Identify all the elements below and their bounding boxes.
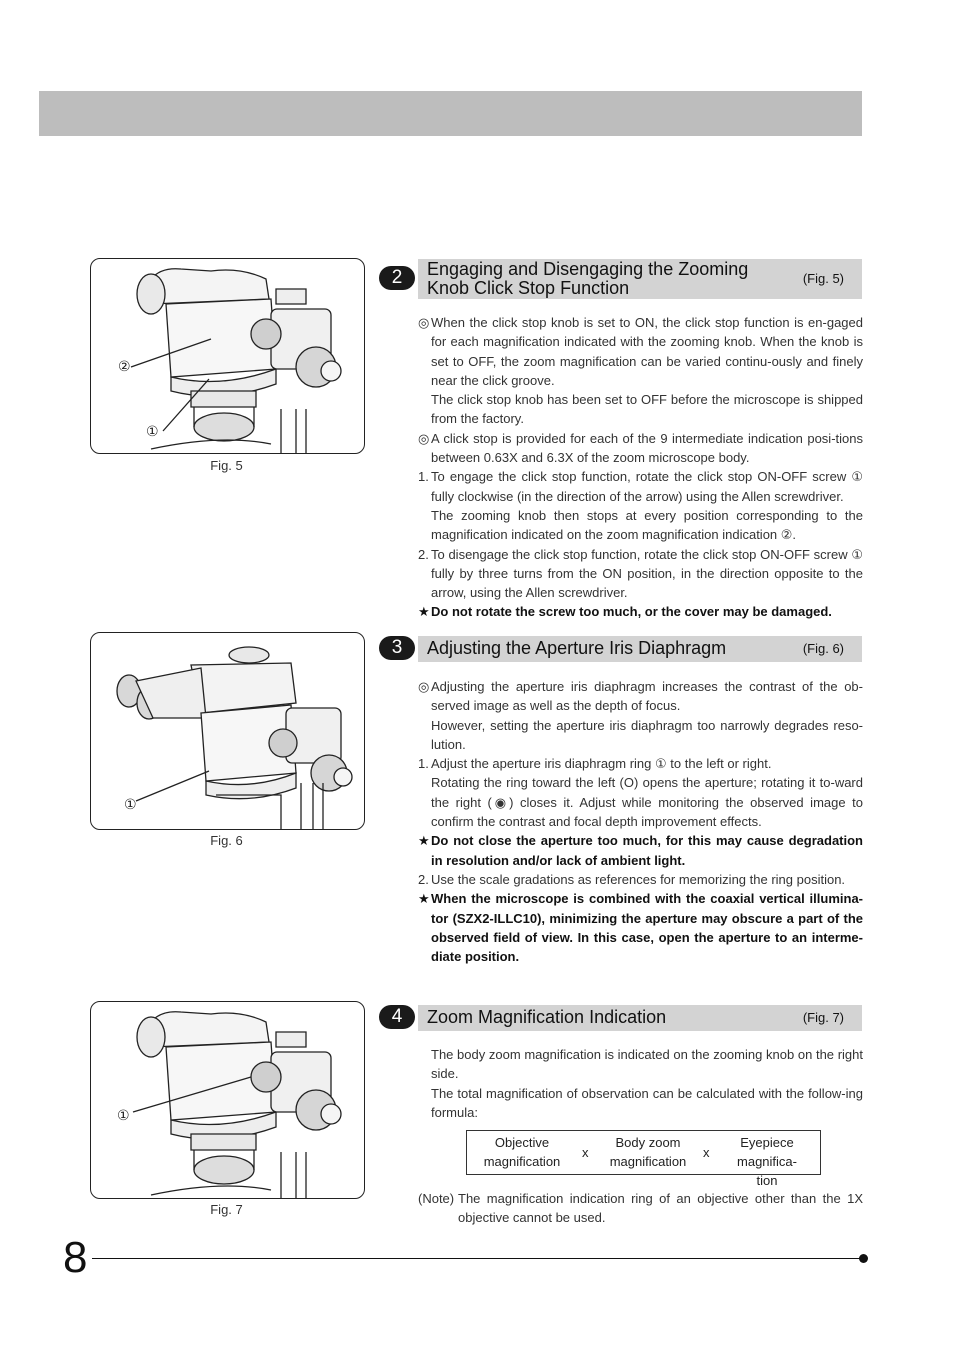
- s2-para-6: 2. To disengage the click stop function, rotate the click stop ON-OFF screw ① fully by three turns from the ON position, in the direction opposite to the arrow, using the Allen screwdriver.: [418, 546, 863, 601]
- section-4-body: [418, 1045, 863, 1122]
- section-2-title-line1: Engaging and Disengaging the Zooming: [427, 259, 749, 279]
- s4-para-2: The total magnification of observation can be calculated with the follow-ing formula:: [431, 1085, 863, 1120]
- figure-7-illustration: [90, 1001, 365, 1199]
- section-3-body: [418, 677, 863, 966]
- section-4-header: [418, 1005, 862, 1031]
- section-4-number-badge: 4: [379, 1005, 415, 1029]
- section-2-fig-ref: (Fig. 5): [802, 271, 844, 286]
- formula-operator-2: x: [703, 1145, 710, 1160]
- figure-5-illustration: [90, 258, 365, 454]
- section-4-title: Zoom Magnification Indication: [427, 1007, 667, 1027]
- fig7-callout-1: ①: [117, 1107, 130, 1123]
- formula-term-eyepiece: Eyepiece magnifica- tion: [737, 1135, 797, 1188]
- microscope-zoom-knob-drawing: [91, 1002, 364, 1198]
- microscope-zoom-body-drawing: [91, 259, 364, 453]
- note-label: (Note): [418, 1191, 455, 1206]
- s3-warning-1: ★ Do not close the aperture too much, for this may cause degradation in resolution and/or lack of ambient light.: [418, 833, 863, 868]
- formula-term-objective: Objective magnification: [483, 1135, 561, 1169]
- formula-term-body-zoom: Body zoom magnification: [609, 1135, 687, 1169]
- section-3-fig-ref: (Fig. 6): [802, 641, 844, 656]
- section-3-title: Adjusting the Aperture Iris Diaphragm: [427, 638, 727, 658]
- magnification-formula-box: [466, 1130, 821, 1188]
- s2-warning: ★ Do not rotate the screw too much, or the cover may be damaged.: [418, 604, 832, 620]
- s3-para-4: Rotating the ring toward the left (O) opens the aperture; rotating it to-ward the right (◉) closes it. Adjust while monitoring the observed image to confirm the contrast and focal depth improvement effects.: [431, 775, 863, 830]
- fig6-caption: Fig. 6: [210, 833, 243, 848]
- section-4-note: [418, 1189, 863, 1228]
- s2-para-3: ◎ A click stop is provided for each of the 9 intermediate indication posi-tions between 0.63X and 6.3X of the zoom microscope body.: [418, 430, 863, 466]
- s4-para-1: The body zoom magnification is indicated on the zooming knob on the right side.: [431, 1047, 863, 1082]
- header-bar: [39, 91, 862, 136]
- s2-para-5: The zooming knob then stops at every position corresponding to the magnification indicated on the zoom magnification indication ②.: [431, 507, 863, 543]
- note-paragraph: [418, 1189, 863, 1228]
- section-2-title-line2: Knob Click Stop Function: [427, 278, 630, 298]
- section-4-fig-ref: (Fig. 7): [802, 1010, 844, 1025]
- footer-rule: [92, 1258, 862, 1259]
- fig6-callout-1: ①: [124, 796, 137, 812]
- page-number: 8: [63, 1233, 88, 1282]
- s3-para-3: 1. Adjust the aperture iris diaphragm ring ① to the left or right.: [418, 756, 772, 772]
- s2-para-1: ◎ When the click stop knob is set to ON, the click stop function is en-gaged for each magnification indicated with the zooming knob. When the knob is set to OFF, the zoom magnification can be varied continu-ously and finely near the click groove.: [418, 315, 863, 388]
- s2-para-4: 1. To engage the click stop function, rotate the click stop ON-OFF screw ① fully clockwise (in the direction of the arrow) using the Allen screwdriver.: [418, 469, 863, 504]
- fig5-caption: Fig. 5: [210, 458, 243, 473]
- fig5-callout-1: ①: [146, 423, 159, 439]
- section-2-header: [418, 259, 862, 299]
- section-2-number-badge: 2: [379, 266, 415, 290]
- fig5-callout-2: ②: [118, 358, 131, 374]
- section-3-header: [418, 636, 862, 662]
- section-2-body: [418, 313, 863, 622]
- formula-operator-1: x: [582, 1145, 589, 1160]
- s2-para-2: The click stop knob has been set to OFF before the microscope is shipped from the factory.: [431, 392, 863, 427]
- s3-para-5: 2. Use the scale gradations as references for memorizing the ring position.: [418, 871, 846, 887]
- s3-para-1: ◎ Adjusting the aperture iris diaphragm increases the contrast of the ob-served image as well as the depth of focus.: [418, 679, 863, 714]
- section-3-number-badge: 3: [379, 636, 415, 660]
- note-text: The magnification indication ring of an objective other than the 1X objective cannot be used.: [458, 1191, 863, 1226]
- s3-warning-2: ★ When the microscope is combined with the coaxial vertical illumina-tor (SZX2-ILLC10), minimizing the aperture may obscure a part of the observed field of view. In this case, open the aperture to an interme-diate position.: [418, 891, 863, 965]
- footer-dot: [859, 1254, 868, 1263]
- s3-para-2: However, setting the aperture iris diaphragm too narrowly degrades reso-lution.: [431, 717, 863, 752]
- fig7-caption: Fig. 7: [210, 1202, 243, 1217]
